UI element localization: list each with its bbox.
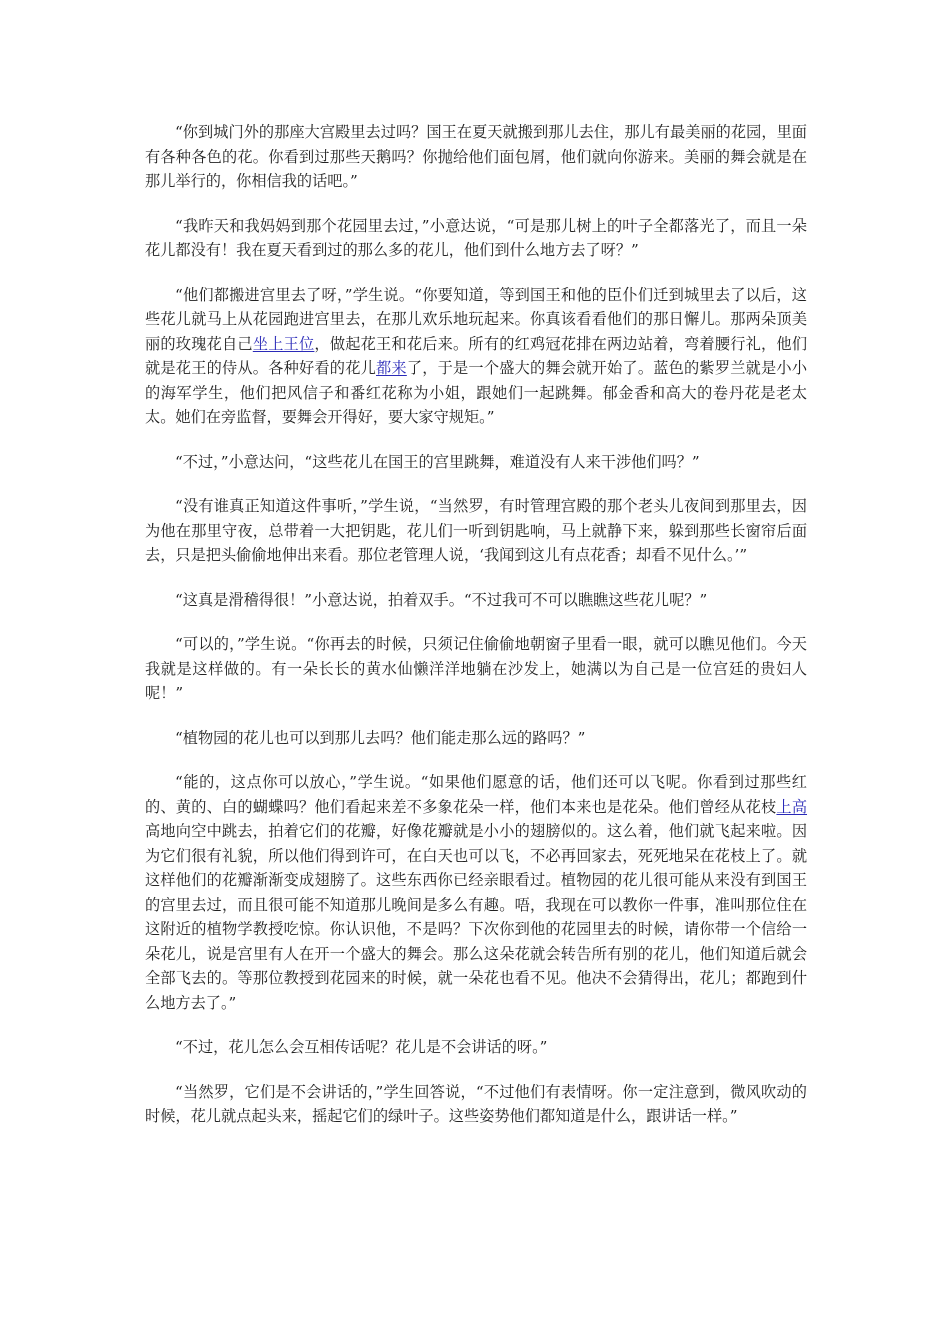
paragraph-text: “他们都搬进宫里去了呀，”学生说。“你要知道，等到国王和他的臣仆们迁到城里去了以后，这些花儿就马上从花园跑进宫里去，在那儿欢乐地玩起来。你真该看看他们的那日懈儿。那两朵顶美丽的玫瑰花自己 <box>145 285 807 353</box>
paragraph-text: “不过，花儿怎么会互相传话呢？花儿是不会讲话的呀。” <box>175 1038 548 1056</box>
paragraph-text: “可以的，”学生说。“你再去的时候，只须记住偷偷地朝窗子里看一眼，就可以瞧见他们。今天我就是这样做的。有一朵长长的黄水仙懒洋洋地躺在沙发上，她满以为自己是一位宫廷的贵妇人呢！” <box>145 635 807 702</box>
paragraph <box>145 450 807 475</box>
paragraph-text: “我昨天和我妈妈到那个花园里去过，”小意达说，“可是那儿树上的叶子全都落光了，而且一朵花儿都没有！我在夏天看到过的那么多的花儿，他们到什么地方去了呀？” <box>145 216 807 259</box>
paragraph <box>145 214 807 263</box>
paragraph-text: “植物园的花儿也可以到那儿去吗？他们能走那么远的路吗？” <box>175 728 586 747</box>
paragraph <box>145 632 807 706</box>
paragraph-text: “没有谁真正知道这件事听，”学生说，“当然罗，有时管理宫殿的那个老头儿夜间到那里去，因为他在那里守夜，总带着一大把钥匙，花儿们一听到钥匙响，马上就静下来，躲到那些长窗帘后面去，只是把头偷偷地伸出来看。那位老管理人说，‘我闻到这儿有点花香；却看不见什么。’” <box>145 497 807 564</box>
paragraph-text: “能的，这点你可以放心，”学生说。“如果他们愿意的话，他们还可以飞呢。你看到过那些红的、黄的、白的蝴蝶吗？他们看起来差不多象花朵一样，他们本来也是花朵。他们曾经从花枝 <box>145 773 807 816</box>
paragraph-text: 高地向空中跳去，拍着它们的花瓣，好像花瓣就是小小的翅膀似的。这么着，他们就飞起来啦。因为它们很有礼貌，所以他们得到许可，在白天也可以飞，不必再回家去，死死地呆在花枝上了。就这样他们的花瓣渐渐变成翅膀了。这些东西你已经亲眼看过。植物园的花儿很可能从来没有到国王的宫里去过，而且很可能不知道那儿晚间是多么有趣。唔，我现在可以教你一件事，准叫那位住在这附近的植物学教授吃惊。你认识他，不是吗？下次你到他的花园里去的时候，请你带一个信给一朵花儿，说是宫里有人在开一个盛大的舞会。那么这朵花就会转告所有别的花儿，他们知道后就会全部飞去的。等那位教授到花园来的时候，就一朵花也看不见。他决不会猜得出，花儿；都跑到什么地方去了。” <box>145 822 807 1012</box>
paragraph-text: ，做起花王和花后来。所有的红鸡冠花排在两边站着，弯着腰行礼，他们就是花王的侍从。各种好看的花儿 <box>145 334 808 377</box>
inline-link[interactable]: 坐上王位 <box>252 334 315 353</box>
document-body <box>145 120 807 1149</box>
inline-link[interactable]: 都来 <box>376 359 407 377</box>
paragraph <box>145 494 807 568</box>
paragraph <box>145 588 807 613</box>
paragraph <box>145 120 807 194</box>
paragraph <box>145 726 807 751</box>
paragraph <box>145 1080 807 1129</box>
paragraph <box>145 770 807 1015</box>
paragraph-text: “当然罗，它们是不会讲话的，”学生回答说，“不过他们有表情呀。你一定注意到，微风吹动的时候，花儿就点起头来，摇起它们的绿叶子。这些姿势他们都知道是什么，跟讲话一样。” <box>145 1082 807 1125</box>
inline-link[interactable]: 上高 <box>776 797 808 816</box>
paragraph <box>145 283 807 430</box>
paragraph-text: 了，于是一个盛大的舞会就开始了。蓝色的紫罗兰就是小小的海军学生，他们把风信子和番红花称为小姐，跟她们一起跳舞。郁金香和高大的卷丹花是老太太。她们在旁监督，要舞会开得好，要大家守规矩。” <box>145 359 808 426</box>
paragraph <box>145 1035 807 1060</box>
paragraph-text: “不过，”小意达问，“这些花儿在国王的宫里跳舞，难道没有人来干涉他们吗？” <box>175 452 700 471</box>
paragraph-text: “这真是滑稽得很！”小意达说，拍着双手。“不过我可不可以瞧瞧这些花儿呢？” <box>175 590 708 609</box>
paragraph-text: “你到城门外的那座大宫殿里去过吗？国王在夏天就搬到那儿去住，那儿有最美丽的花园，里面有各种各色的花。你看到过那些天鹅吗？你抛给他们面包屑，他们就向你游来。美丽的舞会就是在那儿举行的，你相信我的话吧。” <box>145 123 807 190</box>
